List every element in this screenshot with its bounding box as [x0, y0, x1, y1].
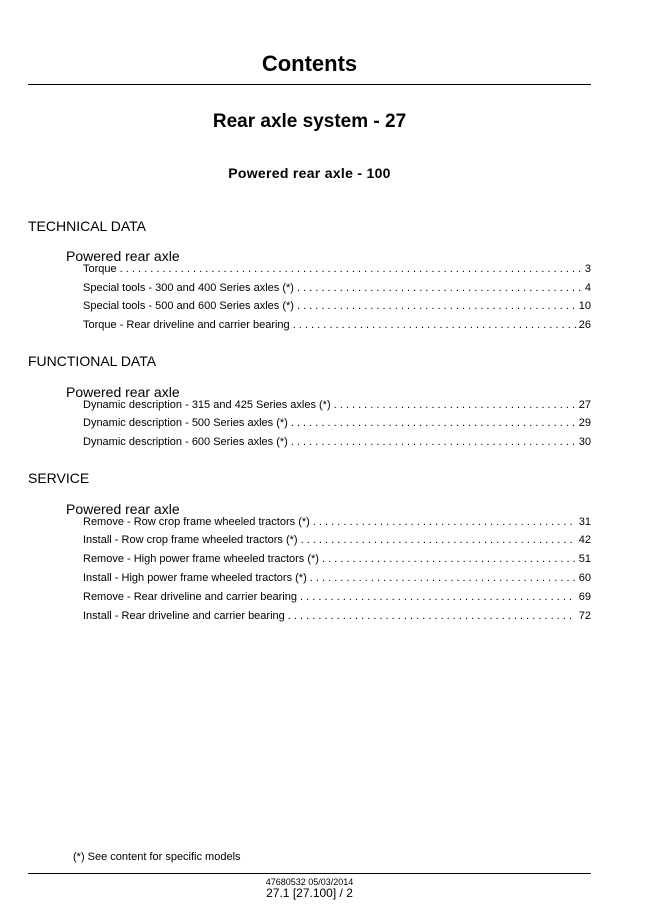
document-id: 47680532 05/03/2014: [265, 877, 354, 887]
toc-entry-page: 31: [578, 516, 591, 528]
toc-entry[interactable]: [83, 300, 591, 314]
toc-entry-label: Dynamic description - 315 and 425 Series axles (*): [83, 399, 331, 411]
toc-entry-page: 3: [584, 263, 591, 275]
toc-entry[interactable]: [83, 417, 591, 431]
subheading-powered-rear-axle: Powered rear axle: [66, 248, 180, 264]
toc-entry-page: 27: [578, 399, 591, 411]
group-heading-service: SERVICE: [28, 470, 90, 486]
dot-leader: [313, 516, 576, 528]
group-heading-functional-data: FUNCTIONAL DATA: [28, 353, 157, 369]
toc-entry[interactable]: [83, 263, 591, 277]
toc-entry-label: Install - Row crop frame wheeled tractors (*): [83, 534, 298, 546]
dot-leader: [297, 300, 576, 312]
toc-entry[interactable]: [83, 516, 591, 530]
toc-entry[interactable]: [83, 436, 591, 450]
toc-entry-page: 60: [578, 572, 591, 584]
toc-entry-label: Special tools - 300 and 400 Series axles (*): [83, 282, 294, 294]
toc-entry[interactable]: [83, 591, 591, 605]
toc-entry-label: Dynamic description - 500 Series axles (*): [83, 417, 288, 429]
toc-entry[interactable]: [83, 610, 591, 624]
toc-entry-page: 69: [578, 591, 591, 603]
toc-entry[interactable]: [83, 319, 591, 333]
toc-entry[interactable]: [83, 572, 591, 586]
page-reference: 27.1 [27.100] / 2: [266, 886, 353, 900]
toc-entry[interactable]: [83, 399, 591, 413]
dot-leader: [310, 572, 576, 584]
toc-entry-label: Special tools - 500 and 600 Series axles (*): [83, 300, 294, 312]
dot-leader: [293, 319, 576, 331]
toc-entry[interactable]: [83, 282, 591, 296]
toc-entry-label: Remove - High power frame wheeled tractors (*): [83, 553, 319, 565]
dot-leader: [301, 534, 576, 546]
dot-leader: [322, 553, 576, 565]
chapter-title: Rear axle system - 27: [212, 111, 407, 132]
toc-entry[interactable]: [83, 534, 591, 548]
toc-entry-label: Remove - Row crop frame wheeled tractors (*): [83, 516, 310, 528]
dot-leader: [291, 436, 576, 448]
toc-entry-label: Torque: [83, 263, 117, 275]
dot-leader: [120, 263, 582, 275]
footnote: (*) See content for specific models: [73, 851, 241, 863]
subheading-powered-rear-axle: Powered rear axle: [66, 384, 180, 400]
toc-entry-label: Install - High power frame wheeled tractors (*): [83, 572, 307, 584]
toc-entry-page: 42: [578, 534, 591, 546]
toc-entry-page: 10: [578, 300, 591, 312]
toc-entry-page: 4: [584, 282, 591, 294]
group-heading-technical-data: TECHNICAL DATA: [28, 218, 146, 234]
toc-entry-label: Remove - Rear driveline and carrier bearing: [83, 591, 297, 603]
dot-leader: [334, 399, 576, 411]
toc-entry-label: Dynamic description - 600 Series axles (*): [83, 436, 288, 448]
bottom-divider: [28, 873, 591, 874]
toc-entry[interactable]: [83, 553, 591, 567]
dot-leader: [297, 282, 582, 294]
toc-entry-label: Install - Rear driveline and carrier bearing: [83, 610, 285, 622]
subheading-powered-rear-axle: Powered rear axle: [66, 501, 180, 517]
toc-entry-page: 29: [578, 417, 591, 429]
page-title: Contents: [261, 51, 358, 76]
dot-leader: [300, 591, 576, 603]
toc-entry-label: Torque - Rear driveline and carrier bearing: [83, 319, 290, 331]
dot-leader: [288, 610, 576, 622]
toc-entry-page: 72: [578, 610, 591, 622]
top-divider: [28, 84, 591, 85]
toc-entry-page: 30: [578, 436, 591, 448]
toc-entry-page: 51: [578, 553, 591, 565]
dot-leader: [291, 417, 576, 429]
section-title: Powered rear axle - 100: [228, 165, 391, 181]
toc-entry-page: 26: [578, 319, 591, 331]
